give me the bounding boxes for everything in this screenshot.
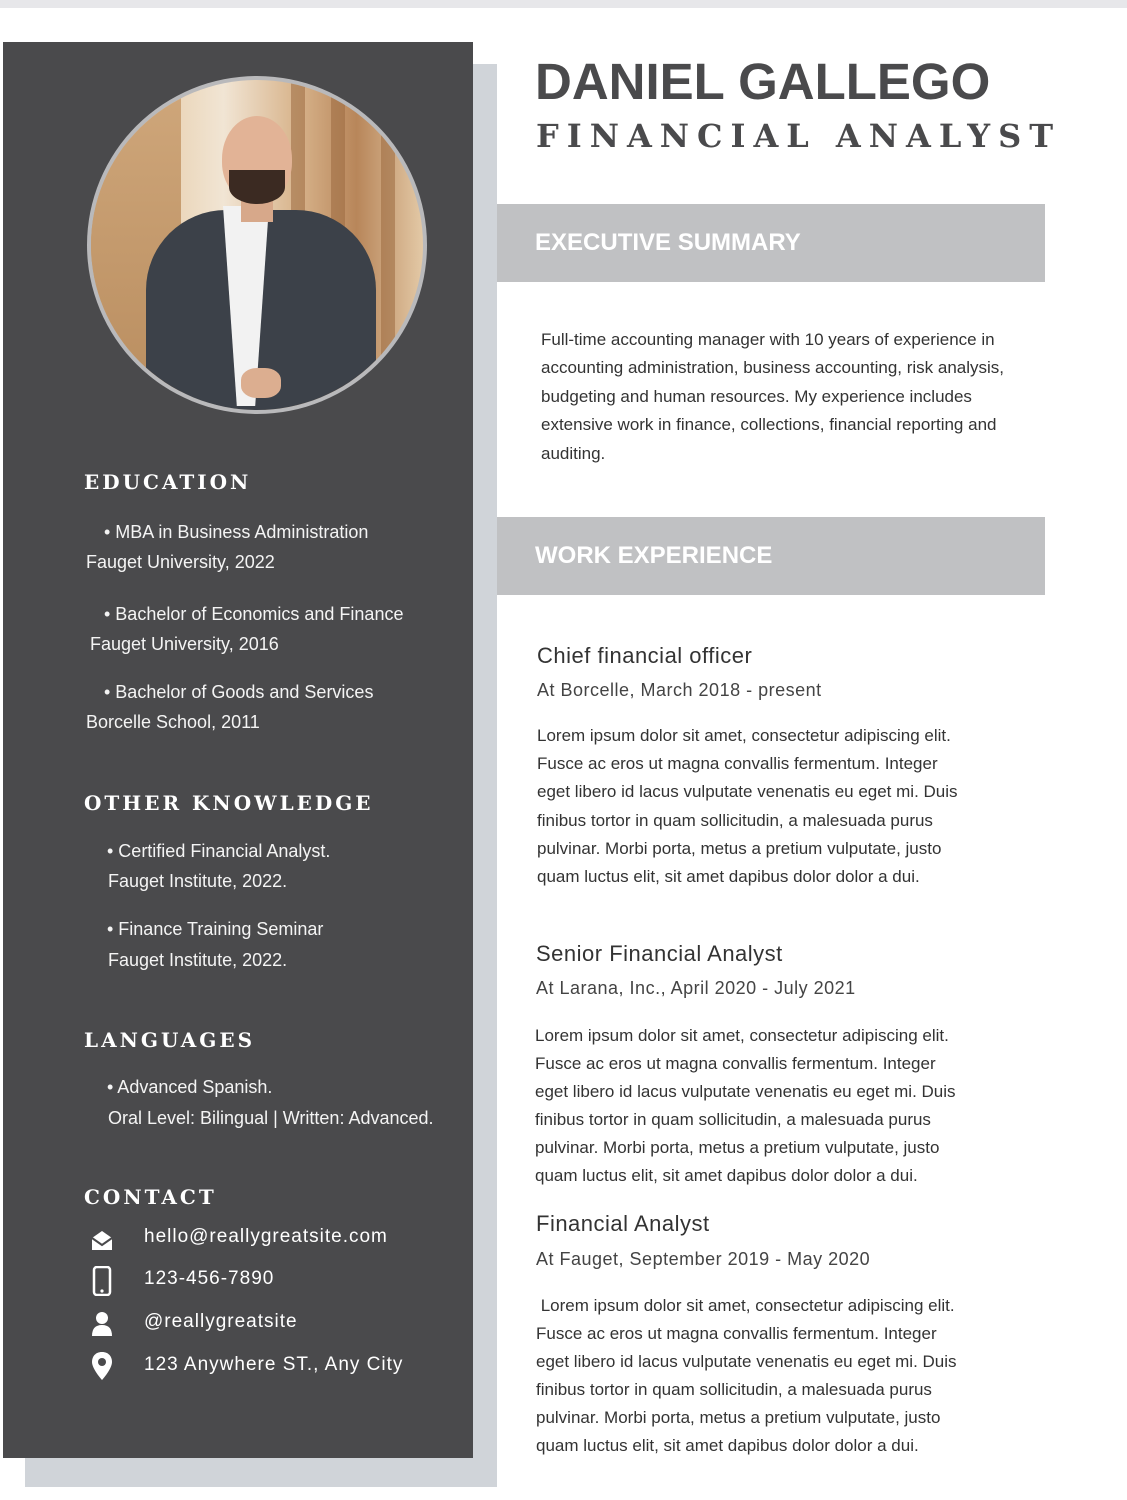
candidate-name: DANIEL GALLEGO [535, 53, 991, 110]
education-degree: • Bachelor of Goods and Services [104, 682, 374, 702]
avatar [91, 80, 423, 410]
job-meta: At Larana, Inc., April 2020 - July 2021 [536, 978, 856, 998]
contact-social[interactable]: @reallygreatsite [144, 1311, 298, 1332]
job-description: Lorem ipsum dolor sit amet, consectetur adipiscing elit. Fusce ac eros ut magna convallis fermentum. Integer eget libero id lacus vulputate venenatis eu eget mi. Duis finibus tortor in quam sollicitudin, a malesuada purus pulvinar. Morbi porta, metus a pretium vulputate, justo quam luctus elit, sit amet dapibus dolor dolor a dui. [535, 1026, 956, 1185]
contact-address: 123 Anywhere ST., Any City [144, 1354, 404, 1375]
job-meta: At Fauget, September 2019 - May 2020 [536, 1249, 871, 1269]
phone-icon [90, 1266, 114, 1296]
education-degree: • Bachelor of Economics and Finance [104, 604, 404, 624]
job-title: Financial Analyst [536, 1211, 710, 1236]
summary-section-header [497, 204, 1045, 282]
language-detail: Oral Level: Bilingual | Written: Advanced. [108, 1108, 434, 1128]
contact-heading: CONTACT [84, 1185, 217, 1209]
contact-email[interactable]: hello@reallygreatsite.com [144, 1226, 388, 1247]
contact-phone[interactable]: 123-456-7890 [144, 1268, 275, 1289]
job-description: Lorem ipsum dolor sit amet, consectetur adipiscing elit. Fusce ac eros ut magna convallis fermentum. Integer eget libero id lacus vulputate venenatis eu eget mi. Duis finibus tortor in quam sollicitudin, a malesuada purus pulvinar. Morbi porta, metus a pretium vulputate, justo quam luctus elit, sit amet dapibus dolor dolor a dui. [536, 1296, 957, 1455]
envelope-icon [90, 1226, 114, 1256]
top-border [0, 0, 1127, 8]
education-school: Borcelle School, 2011 [86, 712, 260, 732]
languages-heading: LANGUAGES [84, 1028, 256, 1052]
knowledge-heading: OTHER KNOWLEDGE [84, 791, 374, 815]
profile-photo [87, 76, 427, 414]
education-heading: EDUCATION [84, 470, 252, 494]
job-description: Lorem ipsum dolor sit amet, consectetur adipiscing elit. Fusce ac eros ut magna convallis fermentum. Integer eget libero id lacus vulputate venenatis eu eget mi. Duis finibus tortor in quam sollicitudin, a malesuada purus pulvinar. Morbi porta, metus a pretium vulputate, justo quam luctus elit, sit amet dapibus dolor dolor a dui. [537, 726, 958, 887]
knowledge-title: • Finance Training Seminar [107, 919, 324, 939]
summary-text: Full-time accounting manager with 10 years of experience in accounting administration, business accounting, risk analysis, budgeting and human resources. My experience includes extensive work in finance, collections, financial reporting and auditing. [541, 330, 1005, 463]
experience-heading: WORK EXPERIENCE [535, 542, 773, 569]
candidate-role: FINANCIAL ANALYST [536, 117, 1062, 155]
experience-section-header [497, 517, 1045, 595]
education-school: Fauget University, 2022 [86, 552, 275, 572]
knowledge-detail: Fauget Institute, 2022. [108, 871, 288, 891]
user-icon [90, 1310, 114, 1340]
knowledge-title: • Certified Financial Analyst. [107, 841, 331, 861]
knowledge-detail: Fauget Institute, 2022. [108, 950, 288, 970]
education-degree: • MBA in Business Administration [104, 522, 369, 542]
language-title: • Advanced Spanish. [107, 1077, 273, 1097]
job-title: Senior Financial Analyst [536, 941, 783, 966]
job-title: Chief financial officer [537, 643, 753, 668]
map-pin-icon [90, 1351, 114, 1381]
education-school: Fauget University, 2016 [90, 634, 279, 654]
summary-heading: EXECUTIVE SUMMARY [535, 229, 801, 256]
job-meta: At Borcelle, March 2018 - present [537, 680, 822, 700]
